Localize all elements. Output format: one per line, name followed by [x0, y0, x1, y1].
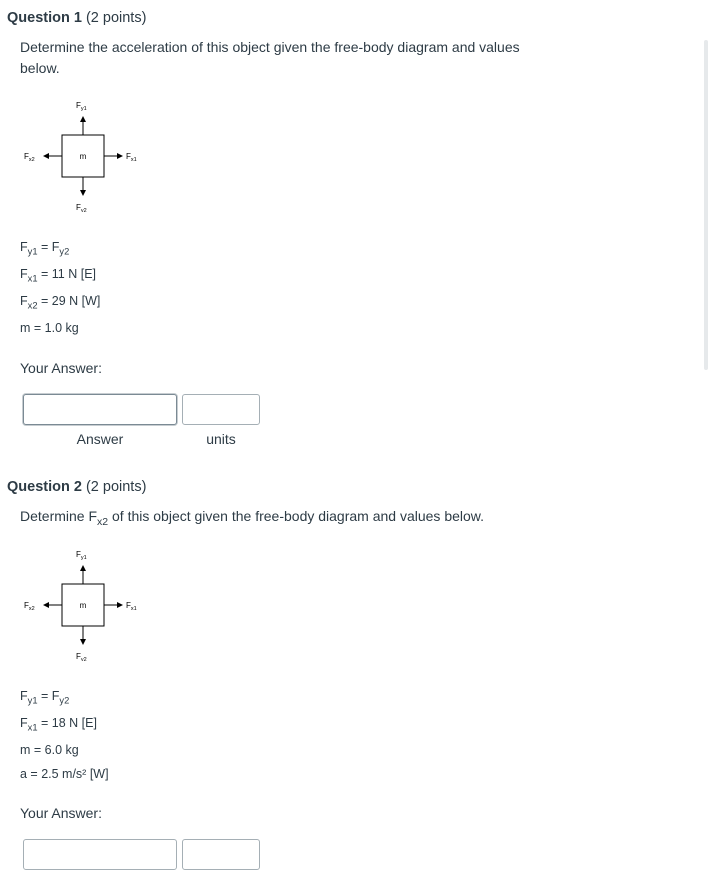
question-2-your-answer-label: Your Answer: [20, 805, 102, 821]
question-1-prompt-line2: below. [20, 60, 60, 76]
question-2-units-input[interactable] [182, 839, 260, 870]
value-row: m = 6.0 kg [20, 743, 79, 757]
question-1-prompt [20, 37, 520, 79]
question-1-your-answer-label: Your Answer: [20, 360, 102, 376]
question-1-header [7, 10, 146, 26]
value-row: m = 1.0 kg [20, 321, 79, 335]
value-row: $F_{x2} = 29$ N [W] [20, 294, 101, 311]
fx2-label: $F_{x2}$ [24, 601, 35, 612]
value-row: $F_{x1} = 11$ N [E] [20, 267, 97, 284]
question-2-prompt: Determine $F_{x2}$ of this object given the free-body diagram and values below. [20, 508, 485, 528]
fy1-label: $F_{y1}$ [76, 101, 87, 112]
units-field-label: units [206, 431, 236, 447]
question-2-header [7, 479, 146, 495]
question-1-points: (2 points) [85, 10, 147, 26]
free-body-diagram-1 [0, 92, 180, 212]
free-body-diagram-2 [0, 541, 180, 661]
question-2-title: Question 2 [7, 479, 82, 495]
value-row: a = 2.5 m/s² [W] [20, 767, 109, 781]
fx2-label: $F_{x2}$ [24, 152, 35, 163]
question-1-answer-input[interactable] [23, 394, 177, 425]
fx1-label: $F_{x1}$ [126, 152, 137, 163]
answer-field-label: Answer [76, 431, 124, 447]
question-2-answer-input[interactable] [23, 839, 177, 870]
fy2-label: $F_{y2}$ [76, 652, 87, 661]
fx1-label: $F_{x1}$ [126, 601, 137, 612]
fy1-label: $F_{y1}$ [76, 550, 87, 561]
value-row: $F_{y1} = F_{y2}$ [20, 689, 70, 706]
value-row: $F_{y1} = F_{y2}$ [20, 240, 70, 257]
value-row: $F_{x1} = 18$ N [E] [20, 716, 97, 733]
question-2-points: (2 points) [85, 479, 147, 495]
page-scrollbar[interactable] [704, 40, 708, 370]
mass-label: m [79, 152, 87, 161]
mass-label: m [79, 601, 87, 610]
question-1-units-input[interactable] [182, 394, 260, 425]
question-1-title: Question 1 [7, 10, 82, 26]
question-1-prompt-line1: Determine the acceleration of this object given the free-body diagram and values [20, 39, 520, 55]
fy2-label: $F_{y2}$ [76, 203, 87, 212]
